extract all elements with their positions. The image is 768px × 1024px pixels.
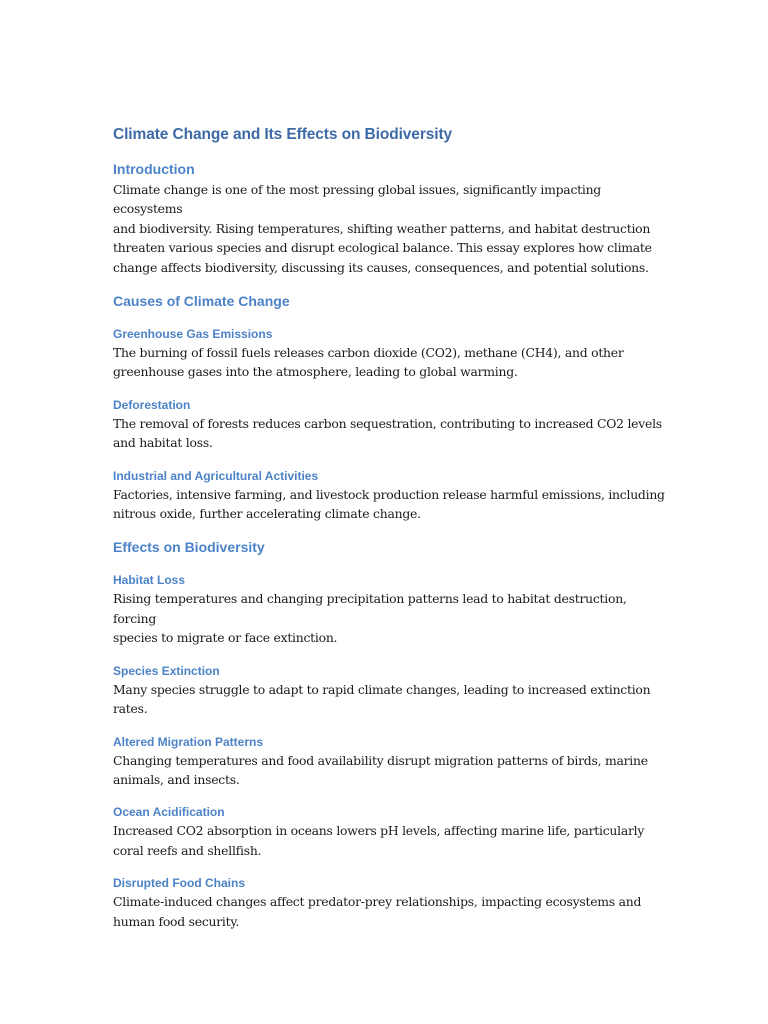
introduction-section [113, 158, 673, 277]
paragraph-line: and biodiversity. Rising temperatures, shifting weather patterns, and habitat destruction [113, 220, 651, 236]
subsection-paragraph [113, 414, 673, 453]
subsection-industrial-agricultural [113, 467, 673, 524]
subsection-paragraph [113, 343, 673, 382]
paragraph-line: Climate change is one of the most pressing global issues, significantly impacting ecosystems [113, 182, 601, 217]
causes-section [113, 290, 673, 523]
paragraph-line: nitrous oxide, further accelerating climate change. [113, 506, 421, 522]
subsection-greenhouse-gas [113, 325, 673, 382]
section-heading-causes: Causes of Climate Change [113, 293, 290, 310]
paragraph-line: coral reefs and shellfish. [113, 842, 262, 858]
paragraph-line: The burning of fossil fuels releases carbon dioxide (CO2), methane (CH4), and other [113, 345, 624, 361]
paragraph-line: rates. [113, 701, 148, 717]
paragraph-line: The removal of forests reduces carbon sequestration, contributing to increased CO2 levels [113, 415, 662, 431]
subsection-paragraph [113, 485, 673, 524]
subsection-heading: Disrupted Food Chains [113, 876, 245, 891]
subsection-habitat-loss [113, 571, 673, 647]
page-title: Climate Change and Its Effects on Biodiversity [113, 126, 453, 143]
subsection-heading: Species Extinction [113, 663, 220, 678]
subsection-heading: Greenhouse Gas Emissions [113, 327, 273, 342]
paragraph-line: animals, and insects. [113, 771, 240, 787]
subsection-paragraph [113, 751, 673, 790]
subsection-heading: Altered Migration Patterns [113, 734, 264, 749]
subsection-heading: Ocean Acidification [113, 805, 225, 820]
subsection-ocean-acidification [113, 803, 673, 860]
paragraph-line: change affects biodiversity, discussing its causes, consequences, and potential solutions. [113, 259, 649, 275]
subsection-disrupted-food-chains [113, 874, 673, 931]
paragraph-line: threaten various species and disrupt ecological balance. This essay explores how climate [113, 240, 652, 256]
paragraph-line: and habitat loss. [113, 435, 213, 451]
paragraph-line: greenhouse gases into the atmosphere, leading to global warming. [113, 364, 518, 380]
paragraph-line: species to migrate or face extinction. [113, 630, 338, 646]
effects-section [113, 536, 673, 930]
paragraph-line: Climate-induced changes affect predator-prey relationships, impacting ecosystems and [113, 894, 642, 910]
subsection-paragraph [113, 821, 673, 860]
paragraph-line: Many species struggle to adapt to rapid climate changes, leading to increased extinction [113, 681, 651, 697]
subsection-heading: Deforestation [113, 397, 191, 412]
paragraph-line: Changing temperatures and food availability disrupt migration patterns of birds, marine [113, 752, 648, 768]
paragraph-line: Rising temperatures and changing precipitation patterns lead to habitat destruction, forcing [113, 591, 627, 626]
subsection-paragraph [113, 680, 673, 719]
section-heading-effects: Effects on Biodiversity [113, 539, 265, 556]
subsection-deforestation [113, 396, 673, 453]
paragraph-line: Increased CO2 absorption in oceans lowers pH levels, affecting marine life, particularly [113, 823, 645, 839]
paragraph-line: Factories, intensive farming, and livestock production release harmful emissions, including [113, 486, 665, 502]
subsection-heading: Industrial and Agricultural Activities [113, 468, 319, 483]
paragraph-line: human food security. [113, 913, 240, 929]
section-heading-introduction: Introduction [113, 161, 195, 177]
subsection-heading: Habitat Loss [113, 573, 186, 588]
introduction-paragraph [113, 180, 673, 277]
subsection-species-extinction [113, 662, 673, 719]
subsection-paragraph [113, 589, 673, 647]
subsection-altered-migration [113, 733, 673, 790]
subsection-paragraph [113, 892, 673, 931]
document-page [113, 122, 673, 931]
